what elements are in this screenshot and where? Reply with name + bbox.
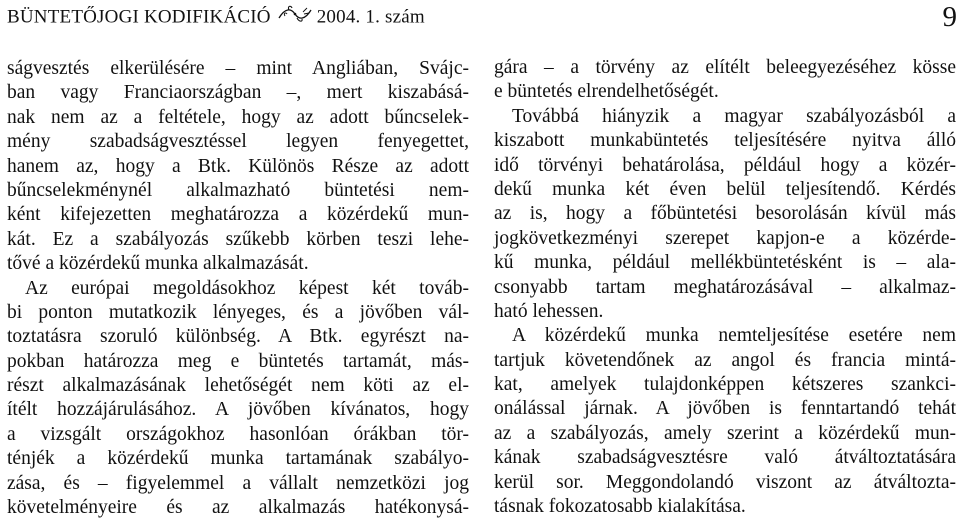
text-line: e büntetés elrendelhetőségét. <box>494 81 719 103</box>
text-line: hanem az, hogy a Btk. Különös Része az adott <box>7 155 469 177</box>
journal-title: BÜNTETŐJOGI KODIFIKÁCIÓ <box>7 6 271 28</box>
text-line: ban vagy Franciaországban –, mert kiszabásá- <box>7 82 469 104</box>
text-line: ítélt hozzájárulásához. A jövőben kívánatos, hogy <box>7 399 469 421</box>
text-line: tásnak fokozatosabb kialakítása. <box>494 496 746 518</box>
text-line: ténjék a közérdekű munka tartamának szabályo- <box>7 448 469 470</box>
text-line: jogkövetkezményi szerepet kapjon-e a közérde- <box>494 227 956 249</box>
text-line: ságvesztés elkerülésére – mint Angliában, Svájc- <box>7 58 469 79</box>
text-line: tartjuk követendőnek az angol és francia mintá- <box>494 349 956 371</box>
text-line: kát. Ez a szabályozás szűkebb körben teszi lehe- <box>7 228 469 250</box>
text-line: kerül sor. Meggondolandó viszont az átváltozta- <box>494 471 956 493</box>
right-column <box>494 56 956 519</box>
text-line: kat, amelyek tulajdonképpen kétszeres szankci- <box>494 374 956 396</box>
text-line: kiszabott munkabüntetés teljesítésére nyitva álló <box>494 130 956 152</box>
text-line: toztatásra szoruló különbség. A Btk. egyrészt na- <box>7 326 469 348</box>
floral-ornament-icon <box>277 4 313 32</box>
text-line: bi ponton mutatkozik lényeges, és a jövőben vál- <box>7 301 469 323</box>
text-line: idő törvényi behatárolása, például hogy a közér- <box>494 154 956 176</box>
page-number: 9 <box>942 1 957 33</box>
text-line: kának szabadságvesztésre való átváltoztatására <box>494 447 956 469</box>
text-line: gára – a törvény az elítélt beleegyezéséhez kösse <box>494 57 956 78</box>
text-line: követelményeire és az alkalmazás hatékonysá- <box>7 497 469 519</box>
text-line: dekű munka két éven belül teljesítendő. Kérdés <box>494 178 956 200</box>
text-line: pokban határozza meg e büntetés tartamát, más- <box>7 350 469 372</box>
text-line: onálással járnak. A jövőben is fenntartandó tehát <box>494 398 956 420</box>
text-line: a vizsgált országokhoz hasonlóan órákban tör- <box>7 423 469 445</box>
text-line: az a szabályozás, amely szerint a közérdekű mun- <box>494 422 956 444</box>
text-line: ható lehessen. <box>494 300 604 322</box>
text-line: csonyabb tartam meghatározásával – alkalmaz- <box>494 276 956 298</box>
text-line: bűncselekménynél alkalmazható büntetési nem- <box>7 179 469 201</box>
text-line: nak nem az a feltétele, hogy az adott bűncselek- <box>7 106 469 128</box>
text-line: kű munka, például mellékbüntetésként is – ala- <box>494 252 956 274</box>
text-line: ként kifejezetten meghatározza a közérdekű mun- <box>7 204 469 226</box>
text-line: tővé a közérdekű munka alkalmazását. <box>7 253 309 275</box>
text-line: A közérdekű munka nemteljesítése esetére nem <box>512 325 956 347</box>
running-header <box>7 1 957 33</box>
issue-label: 2004. 1. szám <box>316 6 425 28</box>
left-column <box>7 57 469 520</box>
journal-header <box>7 4 425 32</box>
text-line: Az európai megoldásokhoz képest két továb- <box>25 277 469 299</box>
text-line: mény szabadságvesztéssel legyen fenyegettet, <box>7 131 469 153</box>
text-line: zása, és – figyelemmel a vállalt nemzetközi jog <box>7 472 469 494</box>
text-line: az is, hogy a főbüntetési besorolásán kívül más <box>494 203 956 225</box>
text-line: Továbbá hiányzik a magyar szabályozásból a <box>512 105 956 127</box>
text-line: részt alkalmazásának lehetőségét nem köti az el- <box>7 375 469 397</box>
